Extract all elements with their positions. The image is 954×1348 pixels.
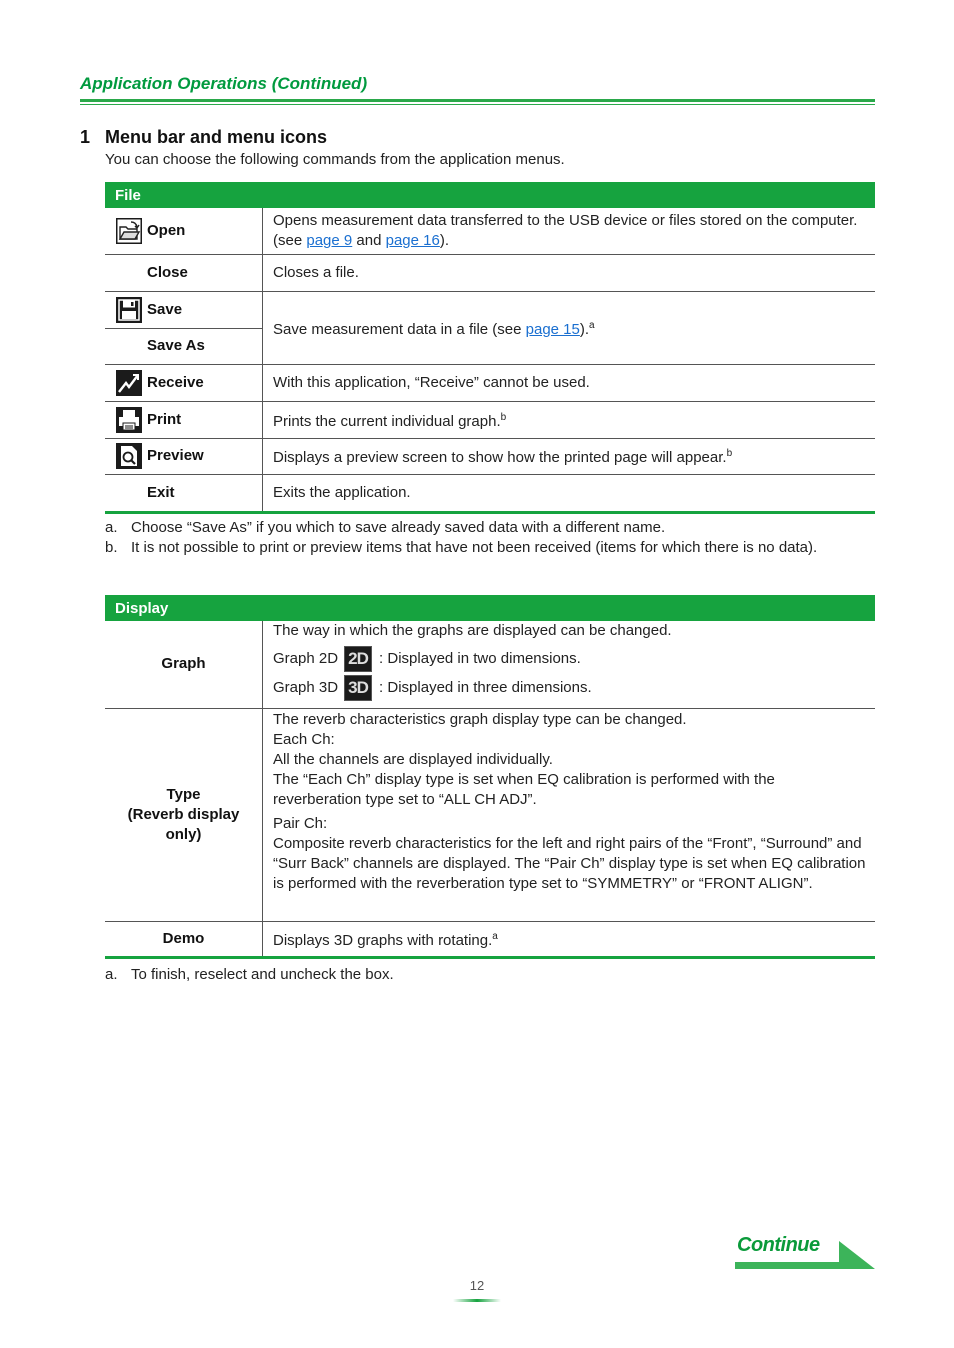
- display-footnotes: [105, 965, 875, 985]
- open-desc-and: and: [352, 231, 386, 249]
- file-menu-table: [105, 182, 875, 514]
- close-description: Closes a file.: [263, 254, 876, 291]
- print-description: [263, 401, 876, 438]
- file-footnotes: [105, 518, 875, 558]
- floppy-disk-icon: [116, 297, 142, 323]
- footnote-ref: a: [589, 319, 595, 331]
- table-row: [105, 364, 875, 401]
- graph-2d-label: Graph 2D: [273, 650, 339, 667]
- footnote-marker: b.: [105, 539, 118, 556]
- page-16-link[interactable]: page 16: [385, 231, 440, 249]
- pair-ch-label: Pair Ch:: [273, 814, 328, 832]
- continue-label: Continue: [737, 1234, 820, 1256]
- save-as-label: Save As: [147, 337, 205, 354]
- display-menu-table: [105, 595, 875, 959]
- menu-item-graph[interactable]: [105, 654, 262, 674]
- open-desc-end: ).: [439, 231, 450, 249]
- footnote-ref: b: [726, 448, 733, 459]
- type-label-line3: only): [165, 825, 202, 843]
- page-9-link[interactable]: page 9: [306, 231, 353, 249]
- table-row: [105, 921, 875, 957]
- display-table-header: Display: [105, 595, 875, 621]
- header-rule-thin: [80, 104, 875, 105]
- table-row: [105, 291, 875, 328]
- graph-2d-text: : Displayed in two dimensions.: [379, 650, 581, 667]
- open-label: Open: [147, 221, 186, 239]
- menu-item-type[interactable]: [105, 785, 262, 845]
- page-number: 12: [469, 1278, 485, 1293]
- each-ch-text: All the channels are displayed individually.: [273, 750, 553, 768]
- table-row: [105, 208, 875, 254]
- table-row: [105, 401, 875, 438]
- preview-description: [263, 438, 876, 474]
- footnote-text: To finish, reselect and uncheck the box.: [131, 966, 394, 983]
- footnote: [105, 538, 875, 558]
- footnote-text: Choose “Save As” if you which to save already saved data with a different name.: [131, 519, 666, 536]
- printer-icon: [116, 407, 142, 433]
- footnote-marker: a.: [105, 966, 118, 983]
- receive-icon: [116, 370, 142, 396]
- section-title: Application Operations (Continued): [80, 74, 368, 93]
- menu-item-receive[interactable]: [105, 370, 262, 396]
- save-description: [263, 291, 876, 364]
- table-row: [105, 708, 875, 921]
- file-table-header: File: [105, 182, 875, 208]
- page-number-underline: [453, 1299, 501, 1302]
- exit-description: Exits the application.: [263, 474, 876, 512]
- menu-item-save-as[interactable]: [105, 336, 262, 356]
- open-description: [263, 208, 876, 254]
- menu-item-exit[interactable]: [105, 483, 262, 503]
- graph-3d-icon[interactable]: 3D: [344, 675, 372, 701]
- menu-item-open[interactable]: [105, 218, 262, 244]
- preview-label: Preview: [147, 447, 204, 464]
- menu-item-close[interactable]: [105, 263, 262, 283]
- close-label: Close: [147, 263, 188, 281]
- type-label: Type: [166, 785, 201, 803]
- demo-desc-text: Displays 3D graphs with rotating.: [273, 931, 493, 949]
- header-rule: [80, 99, 875, 102]
- footnote-ref: b: [500, 411, 507, 423]
- graph-description: [263, 621, 876, 708]
- footnote: [105, 518, 875, 538]
- pair-ch-text: Composite reverb characteristics for the left and right pairs of the “Front”, “Surround” and “Surr Back” channels are displayed. The “Pair Ch” display type is set when EQ calibration is performed with the reverberation type set to “SYMMETRY” or “FRONT ALIGN”.: [273, 834, 866, 892]
- receive-description: With this application, “Receive” cannot be used.: [263, 364, 876, 401]
- heading-number: 1: [80, 127, 91, 147]
- footnote-ref: a: [492, 930, 498, 942]
- page-15-link[interactable]: page 15: [525, 320, 580, 338]
- heading: [80, 127, 327, 148]
- menu-item-print[interactable]: [105, 407, 262, 433]
- footnote-text: It is not possible to print or preview items that have not been received (items for which there is no data).: [131, 539, 818, 556]
- graph-2d-line: [273, 645, 867, 673]
- demo-label: Demo: [162, 929, 205, 947]
- table-row: [105, 438, 875, 474]
- table-row: [105, 621, 875, 708]
- exit-label: Exit: [147, 483, 175, 501]
- save-desc-text: Save measurement data in a file (see: [273, 320, 526, 338]
- save-label: Save: [147, 300, 183, 318]
- graph-label: Graph: [161, 655, 206, 673]
- each-ch-text-2: The “Each Ch” display type is set when EQ calibration is performed with the reverberation type set to “ALL CH ADJ”.: [273, 770, 775, 808]
- receive-label: Receive: [147, 373, 204, 391]
- type-desc-intro: The reverb characteristics graph display type can be changed.: [273, 710, 687, 728]
- print-desc-text: Prints the current individual graph.: [273, 412, 501, 430]
- heading-title: Menu bar and menu icons: [105, 127, 328, 147]
- type-description: [263, 708, 876, 921]
- save-desc-end: ).: [579, 320, 590, 338]
- table-row: [105, 254, 875, 291]
- footnote: [105, 965, 875, 985]
- table-row: [105, 474, 875, 512]
- menu-item-save[interactable]: [105, 297, 262, 323]
- continue-button[interactable]: [735, 1234, 875, 1270]
- print-label: Print: [147, 410, 182, 428]
- open-desc-text: Opens measurement data transferred to the USB device or files stored on the computer. (see: [273, 211, 858, 249]
- intro-text: You can choose the following commands from the application menus.: [105, 151, 565, 168]
- graph-desc-line: The way in which the graphs are displayed can be changed.: [273, 622, 672, 639]
- graph-3d-text: : Displayed in three dimensions.: [379, 679, 592, 696]
- menu-item-demo[interactable]: [105, 929, 262, 949]
- each-ch-label: Each Ch:: [273, 730, 335, 748]
- footnote-marker: a.: [105, 519, 118, 536]
- demo-description: [263, 921, 876, 957]
- graph-2d-icon[interactable]: 2D: [344, 646, 372, 672]
- preview-icon: [116, 443, 142, 469]
- graph-3d-line: [273, 673, 867, 703]
- open-folder-icon: [116, 218, 142, 244]
- type-label-line2: (Reverb display: [127, 805, 240, 823]
- preview-desc-text: Displays a preview screen to show how the printed page will appear.: [273, 449, 727, 466]
- menu-item-preview[interactable]: [105, 443, 262, 469]
- graph-3d-label: Graph 3D: [273, 679, 339, 696]
